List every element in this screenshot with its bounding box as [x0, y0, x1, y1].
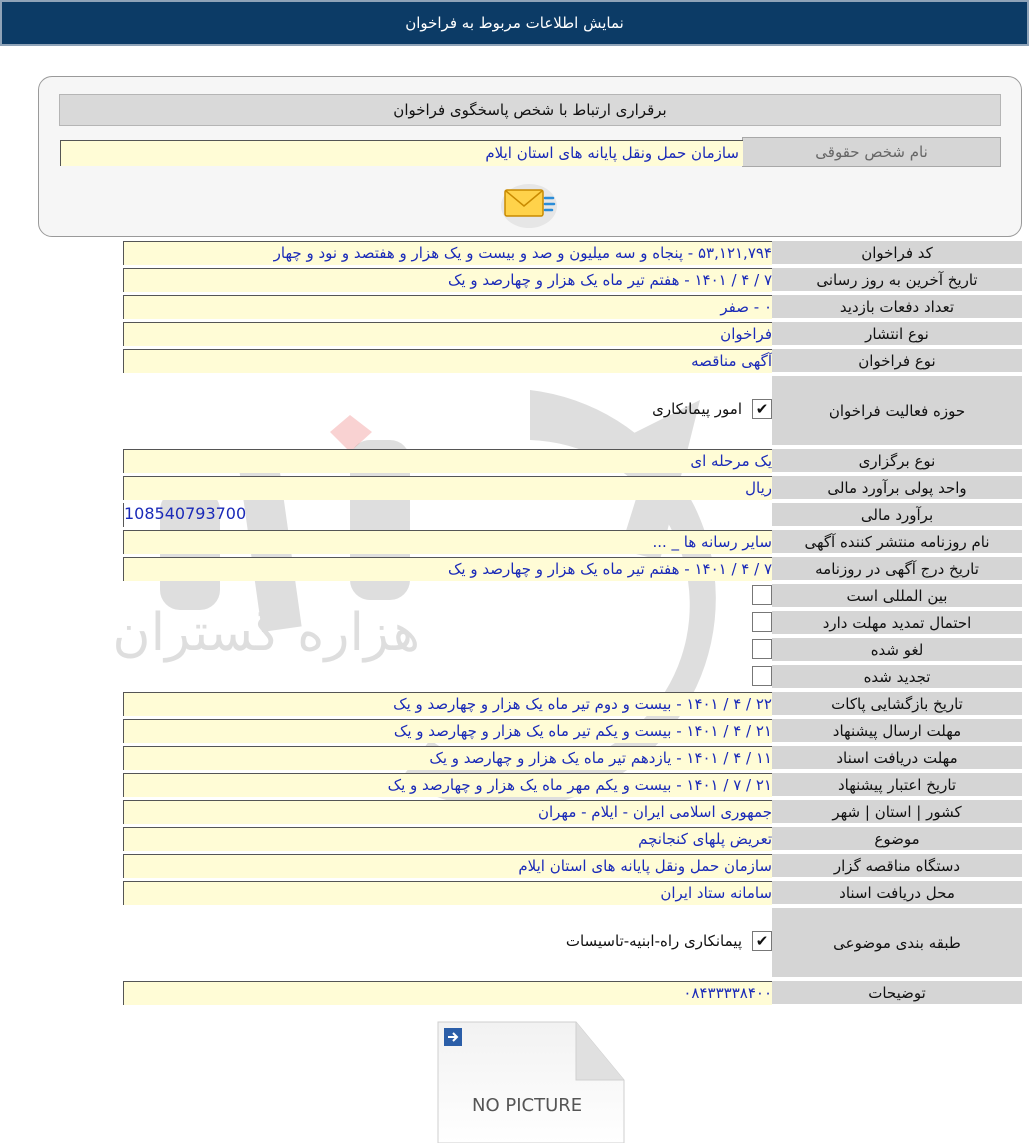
checkbox-label: پیمانکاری راه-ابنیه-تاسیسات: [565, 932, 742, 950]
row-value: ۷ / ۴ / ۱۴۰۱ - هفتم تیر ماه یک هزار و چهارصد و یک: [123, 268, 772, 292]
row-label: تاریخ اعتبار پیشنهاد: [772, 773, 1022, 797]
info-row: [123, 476, 1022, 500]
info-row: [123, 449, 1022, 473]
row-value: ۲۲ / ۴ / ۱۴۰۱ - بیست و دوم تیر ماه یک هزار و چهارصد و یک: [123, 692, 772, 716]
row-value: یک مرحله ای: [123, 449, 772, 473]
envelope-icon[interactable]: [499, 178, 559, 230]
row-value: جمهوری اسلامی ایران - ایلام - مهران: [123, 800, 772, 824]
row-label: کد فراخوان: [772, 241, 1022, 265]
info-row: [123, 854, 1022, 878]
row-value: ۵۳,۱۲۱,۷۹۴ - پنجاه و سه میلیون و صد و بیست و یک هزار و هفتصد و نود و چهار: [123, 241, 772, 265]
row-label: تاریخ آخرین به روز رسانی: [772, 268, 1022, 292]
row-label: حوزه فعالیت فراخوان: [772, 376, 1022, 446]
info-row: [123, 295, 1022, 319]
no-picture-icon: [436, 1020, 626, 1143]
checkbox[interactable]: [752, 585, 772, 605]
row-label: بین المللی است: [772, 584, 1022, 608]
row-label: برآورد مالی: [772, 503, 1022, 527]
row-label: تجدید شده: [772, 665, 1022, 689]
row-label: نام روزنامه منتشر کننده آگهی: [772, 530, 1022, 554]
legal-person-value: سازمان حمل ونقل پایانه های استان ایلام: [60, 140, 743, 166]
info-row: [123, 827, 1022, 851]
row-value: تعریض پلهای کنجانچم: [123, 827, 772, 851]
info-row: [123, 665, 1022, 689]
row-label: طبقه بندی موضوعی: [772, 908, 1022, 978]
row-value: ۷ / ۴ / ۱۴۰۱ - هفتم تیر ماه یک هزار و چهارصد و یک: [123, 557, 772, 581]
page-title: نمایش اطلاعات مربوط به فراخوان: [405, 14, 624, 32]
info-row: [123, 611, 1022, 635]
row-label: نوع برگزاری: [772, 449, 1022, 473]
info-row: [123, 800, 1022, 824]
checkbox[interactable]: [752, 639, 772, 659]
row-label: نوع انتشار: [772, 322, 1022, 346]
row-value: ۲۱ / ۷ / ۱۴۰۱ - بیست و یکم مهر ماه یک هزار و چهارصد و یک: [123, 773, 772, 797]
info-row: [123, 881, 1022, 905]
info-row: [123, 584, 1022, 608]
info-row: [123, 322, 1022, 346]
row-label: محل دریافت اسناد: [772, 881, 1022, 905]
contact-panel: [38, 76, 1022, 237]
info-row: [123, 349, 1022, 373]
info-row: [123, 908, 1022, 978]
info-row: [123, 376, 1022, 446]
row-value: سایر رسانه ها _ ...: [123, 530, 772, 554]
info-row: [123, 268, 1022, 292]
row-value: ریال: [123, 476, 772, 500]
row-value: سامانه ستاد ایران: [123, 881, 772, 905]
row-value: ۱۱ / ۴ / ۱۴۰۱ - یازدهم تیر ماه یک هزار و چهارصد و یک: [123, 746, 772, 770]
checkbox[interactable]: [752, 612, 772, 632]
row-label: تعداد دفعات بازدید: [772, 295, 1022, 319]
checkbox[interactable]: ✔: [752, 399, 772, 419]
row-label: دستگاه مناقصه گزار: [772, 854, 1022, 878]
row-label: تاریخ درج آگهی در روزنامه: [772, 557, 1022, 581]
info-row: [123, 638, 1022, 662]
row-label: موضوع: [772, 827, 1022, 851]
info-row: [123, 530, 1022, 554]
page-title-bar: [0, 0, 1029, 46]
row-value: ۰۸۴۳۳۳۳۸۴۰۰: [123, 981, 772, 1005]
row-value: ۲۱ / ۴ / ۱۴۰۱ - بیست و یکم تیر ماه یک هزار و چهارصد و یک: [123, 719, 772, 743]
info-row: [123, 981, 1022, 1005]
info-row: [123, 241, 1022, 265]
row-value: سازمان حمل ونقل پایانه های استان ایلام: [123, 854, 772, 878]
row-label: تاریخ بازگشایی پاکات: [772, 692, 1022, 716]
legal-person-label: نام شخص حقوقی: [742, 137, 1001, 167]
no-picture-text: NO PICTURE: [472, 1095, 583, 1116]
info-row: [123, 692, 1022, 716]
info-row: [123, 773, 1022, 797]
row-label: مهلت دریافت اسناد: [772, 746, 1022, 770]
row-label: توضیحات: [772, 981, 1022, 1005]
checkbox[interactable]: ✔: [752, 931, 772, 951]
info-row: [123, 719, 1022, 743]
info-row: [123, 503, 1022, 527]
contact-header: برقراری ارتباط با شخص پاسخگوی فراخوان: [59, 94, 1001, 126]
row-label: واحد پولی برآورد مالی: [772, 476, 1022, 500]
row-value: ۰ - صفر: [123, 295, 772, 319]
row-value: 108540793700: [123, 503, 772, 527]
row-label: نوع فراخوان: [772, 349, 1022, 373]
row-label: کشور | استان | شهر: [772, 800, 1022, 824]
checkbox-label: امور پیمانکاری: [652, 400, 742, 418]
info-row: [123, 557, 1022, 581]
row-value: آگهی مناقصه: [123, 349, 772, 373]
row-label: احتمال تمدید مهلت دارد: [772, 611, 1022, 635]
row-label: لغو شده: [772, 638, 1022, 662]
info-row: [123, 746, 1022, 770]
row-value: فراخوان: [123, 322, 772, 346]
watermark-text: هزاره گستران: [112, 603, 420, 663]
checkbox[interactable]: [752, 666, 772, 686]
row-label: مهلت ارسال پیشنهاد: [772, 719, 1022, 743]
